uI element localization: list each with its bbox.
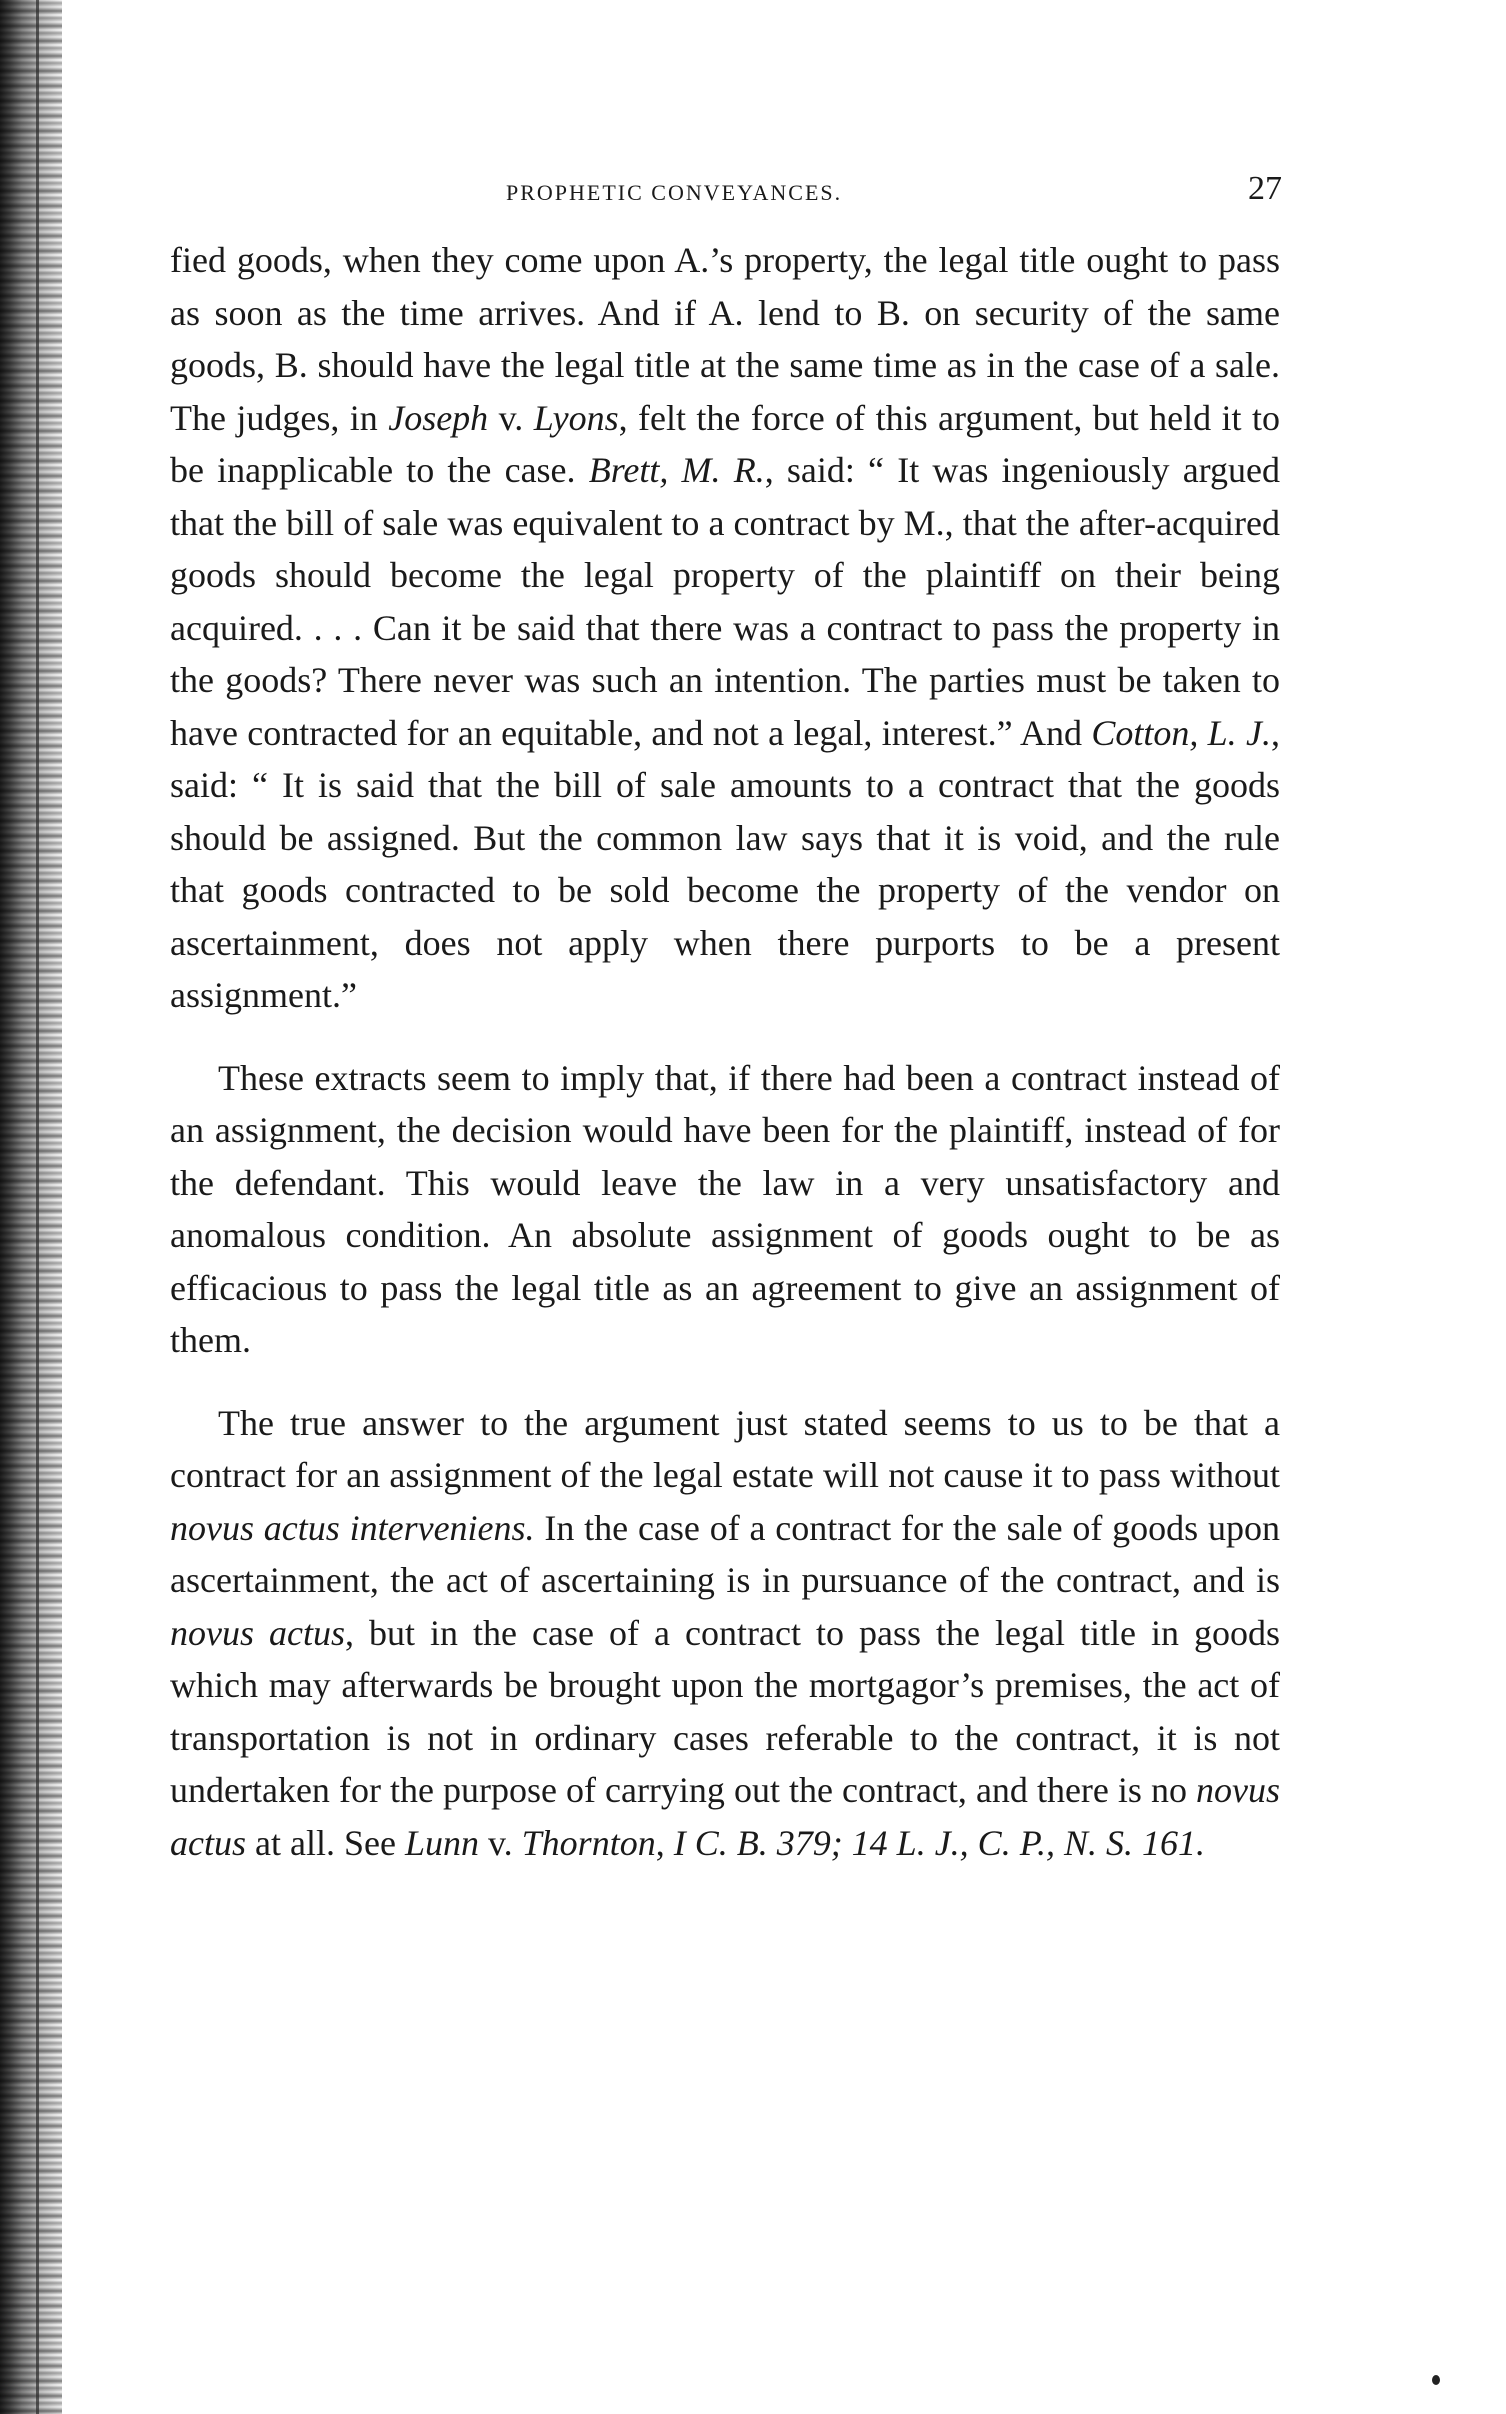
book-page <box>170 170 1282 1869</box>
text-run: The true answer to the argument just stated seems to us to be that a contract for an assignment of the legal estate will not cause it to pass without <box>170 1402 1280 1495</box>
italic-text: novus actus <box>170 1770 1280 1863</box>
italic-text: I C. B. 379; 14 L. J., C. P., N. S. 161. <box>673 1822 1206 1863</box>
italic-text: Thornton <box>521 1822 656 1863</box>
text-run: , felt the force of this argument, but held it to be inapplicable to the case. <box>170 397 1280 490</box>
italic-text: Lyons <box>533 397 619 438</box>
text-run: , but in the case of a contract to pass the legal title in goods which may afterwards be brought upon the mortgagor’s premises, the act of transportation is not in ordinary cases referable to the contract, it is not undertaken for the purpose of carrying out the contract, and there is no <box>170 1612 1280 1810</box>
book-gutter-shadow <box>0 0 62 2414</box>
page-number: 27 <box>1248 170 1282 207</box>
italic-text: Brett, M. R. <box>588 450 765 490</box>
running-head <box>180 170 1280 234</box>
text-run: , <box>655 1822 674 1863</box>
paragraph <box>170 1397 1280 1870</box>
text-run: at all. See <box>246 1822 405 1863</box>
text-run: These extracts seem to imply that, if there had been a contract instead of an assignment, the decision would have been for the plaintiff, instead of for the defendant. This would leave the law in a very unsatisfactory and anomalous condition. An absolute assignment of goods ought to be as efficacious to pass the legal title as an agreement to give an assignment of them. <box>170 1057 1280 1360</box>
book-binding-edge <box>36 0 39 2414</box>
italic-text: Joseph <box>388 397 489 438</box>
text-run: v. <box>478 1822 522 1863</box>
italic-text: novus actus <box>170 1612 345 1653</box>
running-title: PROPHETIC CONVEYANCES. <box>506 180 843 205</box>
italic-text: novus actus interveniens. <box>170 1507 535 1548</box>
paragraph <box>170 1052 1280 1367</box>
italic-text: Cotton, L. J. <box>1091 712 1271 753</box>
text-run: fied goods, when they come upon A.’s property, the legal title ought to pass as soon as the time arrives. And if A. lend to B. on security of the same goods, B. should have the legal title at the same time as in the case of a sale. The judges, in <box>170 240 1280 438</box>
text-run: , said: “ It was ingeniously argued that the bill of sale was equivalent to a contract by M., that the after-acquired goods should become the legal property of the plaintiff on their being acquired. . . . Can it be said that there was a contract to pass the property in the goods? There never was such an intention. The parties must be taken to have contracted for an equitable, and not a legal, interest.” And <box>170 450 1280 753</box>
text-run: , said: “ It is said that the bill of sale amounts to a contract that the goods should be assigned. But the common law says that it is void, and the rule that goods contracted to be sold become the property of the vendor on ascertainment, does not apply when there purports to be a present assignment.” <box>170 712 1280 1015</box>
text-run: In the case of a contract for the sale of goods upon ascertainment, the act of ascertaining is in pursuance of the contract, and is <box>170 1507 1281 1600</box>
ink-speck <box>1432 2375 1440 2385</box>
paragraph <box>170 234 1280 1022</box>
italic-text: Lunn <box>404 1822 479 1863</box>
body-text <box>170 234 1280 1869</box>
text-run: v. <box>488 397 534 438</box>
